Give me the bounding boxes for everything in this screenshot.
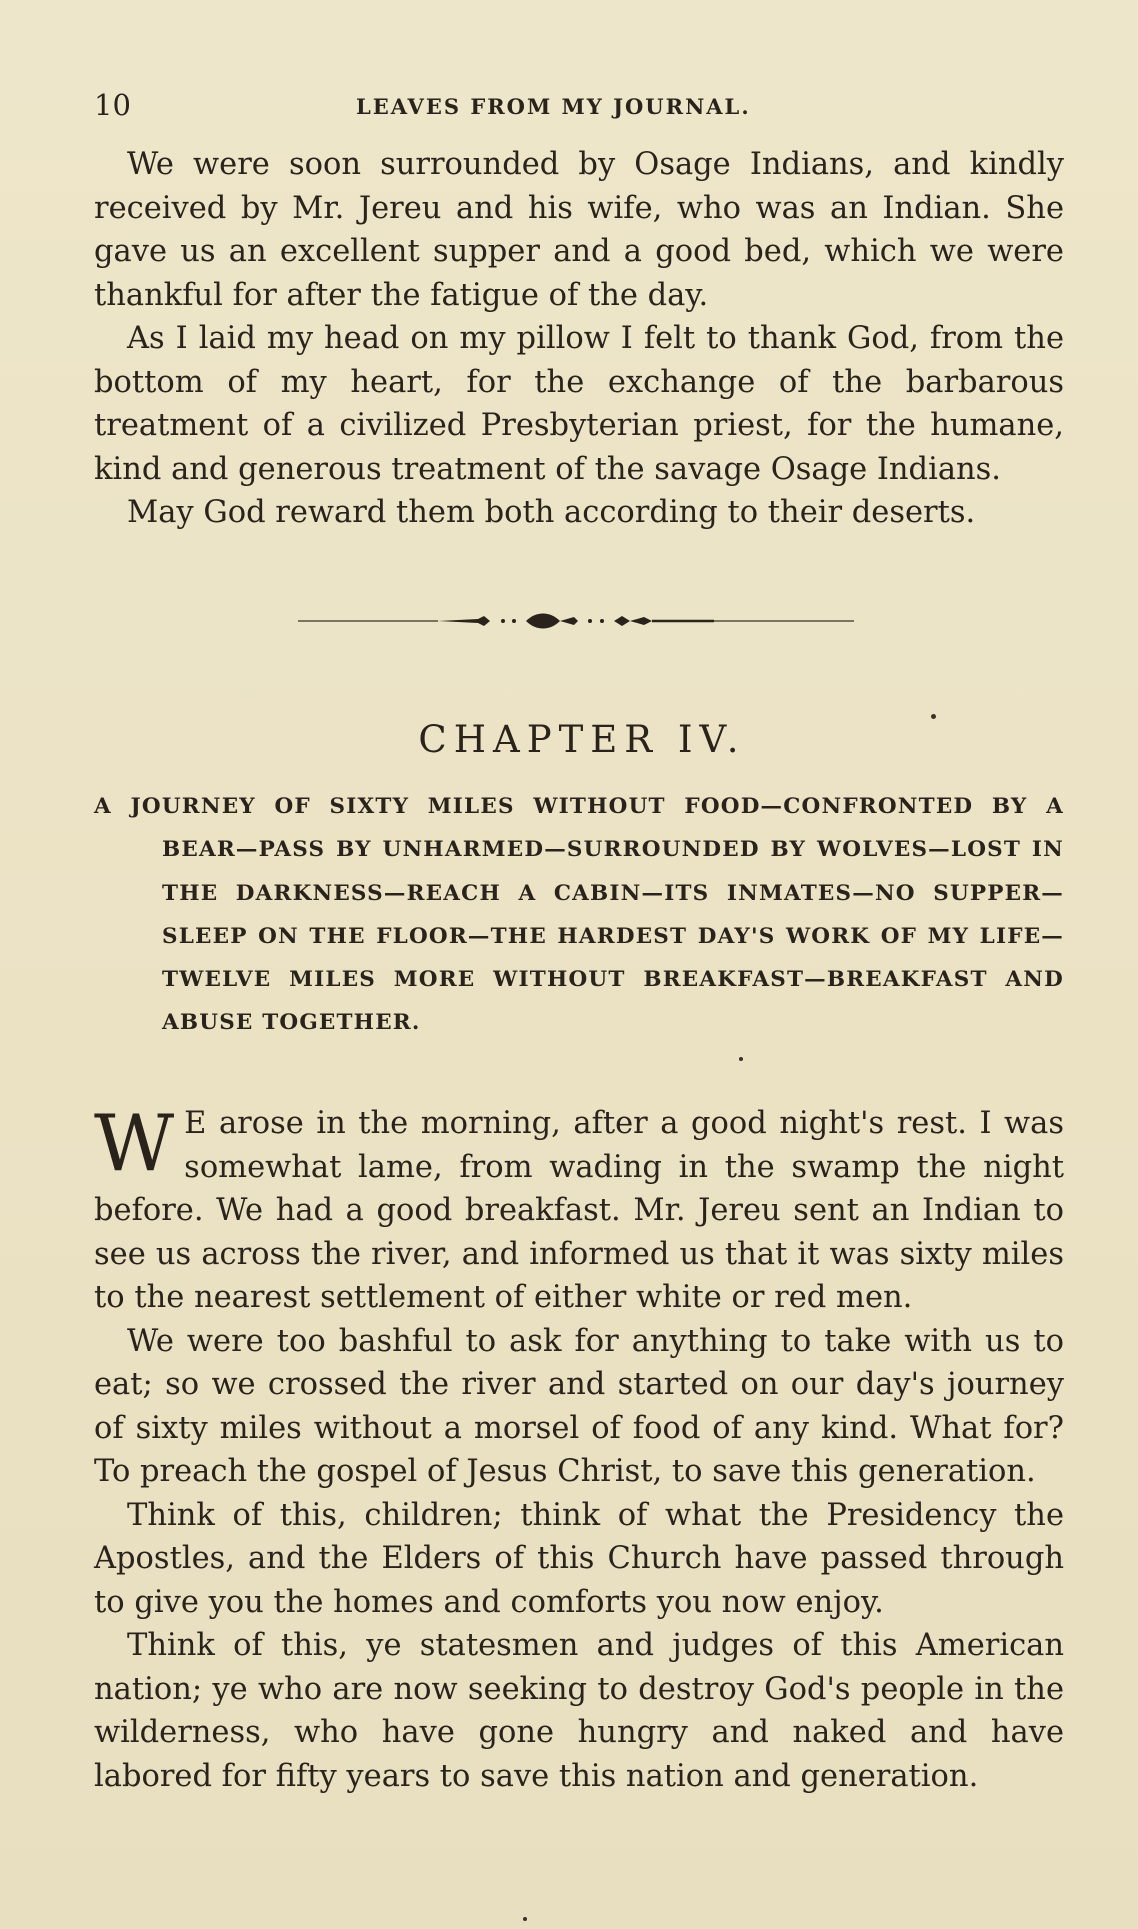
opening-paragraph — [94, 1099, 1064, 1320]
page-number: 10 — [94, 88, 131, 122]
paragraph: Think of this, ye statesmen and judges of this American nation; ye who are now seeking to destroy God's people in the wilderness, who have gone hungry and naked and have labored for fifty years to save this nation and generation. — [94, 1628, 1064, 1794]
section-2-text — [94, 1099, 1064, 1798]
opening-paragraph-text: E arose in the morning, after a good night's rest. I was somewhat lame, from wading in the swamp the night before. We had a good breakfast. Mr. Jereu sent an Indian to see us across the river, and informed us that it was sixty miles to the nearest settlement of either white or red men. — [94, 1106, 1064, 1315]
paragraph: As I laid my head on my pillow I felt to thank God, from the bottom of my heart, for the exchange of the barbarous treatment of a civilized Presbyterian priest, for the humane, kind and generous treatment of the savage Osage Indians. — [94, 321, 1064, 487]
paragraph: May God reward them both according to their deserts. — [127, 495, 976, 530]
ornamental-rule-icon — [298, 607, 854, 635]
running-head: LEAVES FROM MY JOURNAL. — [356, 94, 751, 119]
drop-cap: W — [94, 1099, 175, 1189]
section-1-text — [94, 143, 1064, 535]
paragraph: We were too bashful to ask for anything to take with us to eat; so we crossed the river and started on our day's journey of sixty miles without a morsel of food of any kind. What for? To preach the gospel of Jesus Christ, to save this generation. — [94, 1323, 1064, 1489]
paragraph: Think of this, children; think of what the Presidency the Apostles, and the Elders of this Church have passed through to give you the homes and comforts you now enjoy. — [94, 1497, 1064, 1620]
paragraph: We were soon surrounded by Osage Indians, and kindly received by Mr. Jereu and his wife, who was an Indian. She gave us an excellent supper and a good bed, which we were thankful for after the fatigue of the day. — [94, 147, 1064, 313]
paper-speck — [739, 1057, 743, 1061]
paper-speck — [523, 1917, 527, 1921]
chapter-synopsis: A JOURNEY OF SIXTY MILES WITHOUT FOOD—CONFRONTED BY A BEAR—PASS BY UNHARMED—SURROUNDED BY WOLVES—LOST IN THE DARKNESS—REACH A CABIN—ITS INMATES—NO SUPPER—SLEEP ON THE FLOOR—THE HARDEST DAY'S WORK OF MY LIFE—TWELVE MILES MORE WITHOUT BREAKFAST—BREAKFAST AND ABUSE TOGETHER. — [94, 794, 1064, 1036]
page-header — [94, 88, 1064, 128]
chapter-title: CHAPTER IV. — [418, 718, 746, 761]
paper-speck — [931, 714, 936, 719]
